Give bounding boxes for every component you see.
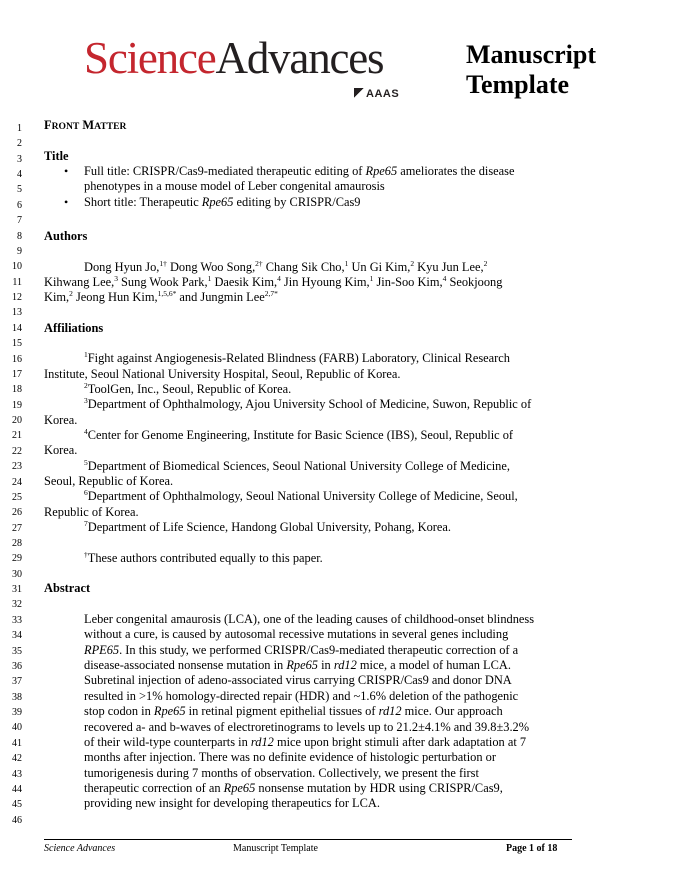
- line-number: 25: [12, 491, 22, 503]
- abstract-line: recovered a- and b-waves of electroretinograms to levels up to 21.2±4.1% and 39.8±3.2%: [84, 719, 530, 734]
- line-number: 11: [12, 276, 22, 288]
- line-number: 21: [12, 430, 22, 442]
- footer-rule: [44, 839, 572, 840]
- line-number: 9: [17, 245, 22, 257]
- line-number: 19: [12, 399, 22, 411]
- abstract-line: resulted in >1% homology-directed repair (HDR) and ~1.6% deletion of the pathogenic: [84, 688, 519, 703]
- line-number: 16: [12, 353, 22, 365]
- aaas-mark-icon: [354, 88, 364, 98]
- line-number: 10: [12, 261, 22, 273]
- line-number: 32: [12, 599, 22, 611]
- affiliation-5: $^5$Department of Biomedical Sciences, Seoul National University College of Medicine,: [84, 458, 510, 473]
- line-number: 8: [17, 230, 22, 242]
- bullet-icon: •: [64, 195, 69, 209]
- line-number: 15: [12, 338, 22, 350]
- authors-heading: Authors: [44, 229, 88, 243]
- authors-line: Dong Hyun Jo,$^{1\dagger}$ Dong Woo Song,$^{2\dagger}$ Chang Sik Cho,$^1$ Un Gi Kim,$^2$ Kyu Jun Lee,$^2$: [84, 259, 488, 274]
- affiliation-3-cont: Korea.: [44, 413, 78, 427]
- science-advances-logo: [84, 34, 414, 104]
- line-number: 38: [12, 691, 22, 703]
- full-title-line2: phenotypes in a mouse model of Leber congenital amaurosis: [84, 179, 385, 193]
- aaas-text: AAAS: [366, 88, 400, 100]
- abstract-line: stop codon in Rpe65 in retinal pigment epithelial tissues of rd12 mice. Our approach: [84, 704, 503, 719]
- line-number: 37: [12, 676, 22, 688]
- affiliation-7: $^7$Department of Life Science, Handong Global University, Pohang, Korea.: [84, 519, 451, 534]
- logo-wordmark: [84, 34, 414, 82]
- line-number: 14: [12, 322, 22, 334]
- line-number: 39: [12, 707, 22, 719]
- line-number: 28: [12, 537, 22, 549]
- footer-journal: Science Advances: [44, 843, 116, 854]
- line-number: 24: [12, 476, 22, 488]
- line-number: 6: [17, 199, 22, 211]
- line-number: 5: [17, 184, 22, 196]
- affiliation-2: $^2$ToolGen, Inc., Seoul, Republic of Korea.: [84, 381, 292, 396]
- title-heading: Title: [44, 149, 69, 163]
- line-number: 13: [12, 307, 22, 319]
- authors-line: Kihwang Lee,$^3$ Sung Wook Park,$^1$ Daesik Kim,$^4$ Jin Hyoung Kim,$^1$ Jin-Soo Kim,$^4$ Seokjoong: [44, 274, 503, 289]
- abstract-line: Subretinal injection of adeno-associated virus carrying CRISPR/Cas9 and donor DNA: [84, 673, 512, 688]
- full-title: Full title: CRISPR/Cas9-mediated therapeutic editing of Rpe65 ameliorates the disease: [84, 164, 515, 178]
- line-number: 41: [12, 737, 22, 749]
- authors-line: Kim,$^2$ Jeong Hun Kim,$^{1,5,6*}$ and Jungmin Lee$^{2,7*}$: [44, 289, 278, 304]
- affiliation-5-cont: Seoul, Republic of Korea.: [44, 474, 174, 488]
- line-number: 23: [12, 461, 22, 473]
- line-number: 26: [12, 507, 22, 519]
- affiliations-heading: Affiliations: [44, 321, 104, 335]
- line-number: 2: [17, 138, 22, 150]
- line-number: 30: [12, 568, 22, 580]
- line-number: 27: [12, 522, 22, 534]
- logo-advances-text: Advances: [215, 33, 384, 83]
- template-title-line1: Manuscript: [466, 40, 596, 69]
- line-number: 44: [12, 783, 22, 795]
- line-number: 34: [12, 630, 22, 642]
- line-number: 12: [12, 292, 22, 304]
- line-number: 43: [12, 768, 22, 780]
- line-number: 33: [12, 614, 22, 626]
- abstract-line: without a cure, is caused by autosomal recessive mutations in several genes including: [84, 627, 509, 642]
- line-number: 18: [12, 384, 22, 396]
- logo-science-text: Science: [84, 33, 216, 83]
- line-number: 46: [12, 814, 22, 826]
- line-number: 40: [12, 722, 22, 734]
- affiliation-1: $^1$Fight against Angiogenesis-Related Blindness (FARB) Laboratory, Clinical Research: [84, 350, 510, 365]
- line-number: 42: [12, 753, 22, 765]
- abstract-line: disease-associated nonsense mutation in Rpe65 in rd12 mice, a model of human LCA.: [84, 658, 511, 673]
- line-number: 20: [12, 415, 22, 427]
- line-number: 4: [17, 169, 22, 181]
- abstract-line: of their wild-type counterparts in rd12 mice upon bright stimuli after dark adaptation at 7: [84, 734, 527, 749]
- abstract-line: Leber congenital amaurosis (LCA), one of the leading causes of childhood-onset blindness: [84, 612, 535, 626]
- line-number: 7: [17, 215, 22, 227]
- affiliation-6-cont: Republic of Korea.: [44, 505, 139, 519]
- line-number: 29: [12, 553, 22, 565]
- front-matter-heading: FRONT MATTER: [44, 118, 127, 132]
- line-number: 45: [12, 799, 22, 811]
- abstract-line: tumorigenesis during 7 months of observation. Collectively, we present the first: [84, 765, 479, 780]
- line-number: 36: [12, 660, 22, 672]
- affiliation-3: $^3$Department of Ophthalmology, Ajou University School of Medicine, Suwon, Republic of: [84, 396, 532, 411]
- line-number: 35: [12, 645, 22, 657]
- line-number: 17: [12, 368, 22, 380]
- line-number: 3: [17, 153, 22, 165]
- template-title-line2: Template: [466, 70, 570, 99]
- footer-template: Manuscript Template: [233, 843, 318, 854]
- bullet-icon: •: [64, 164, 69, 178]
- abstract-line: months after injection. There was no definite evidence of histologic perturbation or: [84, 750, 496, 765]
- manuscript-template-title: [466, 40, 596, 100]
- affiliation-4: $^4$Center for Genome Engineering, Institute for Basic Science (IBS), Seoul, Republic of: [84, 427, 514, 442]
- abstract-line: RPE65. In this study, we performed CRISPR/Cas9-mediated therapeutic correction of a: [84, 642, 519, 657]
- aaas-logo: [354, 88, 399, 100]
- line-number: 1: [17, 123, 22, 134]
- line-number: 31: [12, 584, 22, 596]
- abstract-line: providing new insight for developing therapeutics for LCA.: [84, 796, 380, 811]
- affiliation-1-cont: Institute, Seoul National University Hospital, Seoul, Republic of Korea.: [44, 367, 401, 381]
- line-number: 22: [12, 445, 22, 457]
- affiliation-6: $^6$Department of Ophthalmology, Seoul National University College of Medicine, Seoul,: [84, 488, 518, 503]
- abstract-heading: Abstract: [44, 581, 91, 595]
- affiliation-4-cont: Korea.: [44, 443, 78, 457]
- equal-contribution-note: †These authors contributed equally to this paper.: [84, 550, 323, 565]
- footer-page-number: Page 1 of 18: [506, 843, 558, 854]
- abstract-line: therapeutic correction of an Rpe65 nonsense mutation by HDR using CRISPR/Cas9,: [84, 781, 503, 796]
- short-title: Short title: Therapeutic Rpe65 editing by CRISPR/Cas9: [84, 195, 361, 209]
